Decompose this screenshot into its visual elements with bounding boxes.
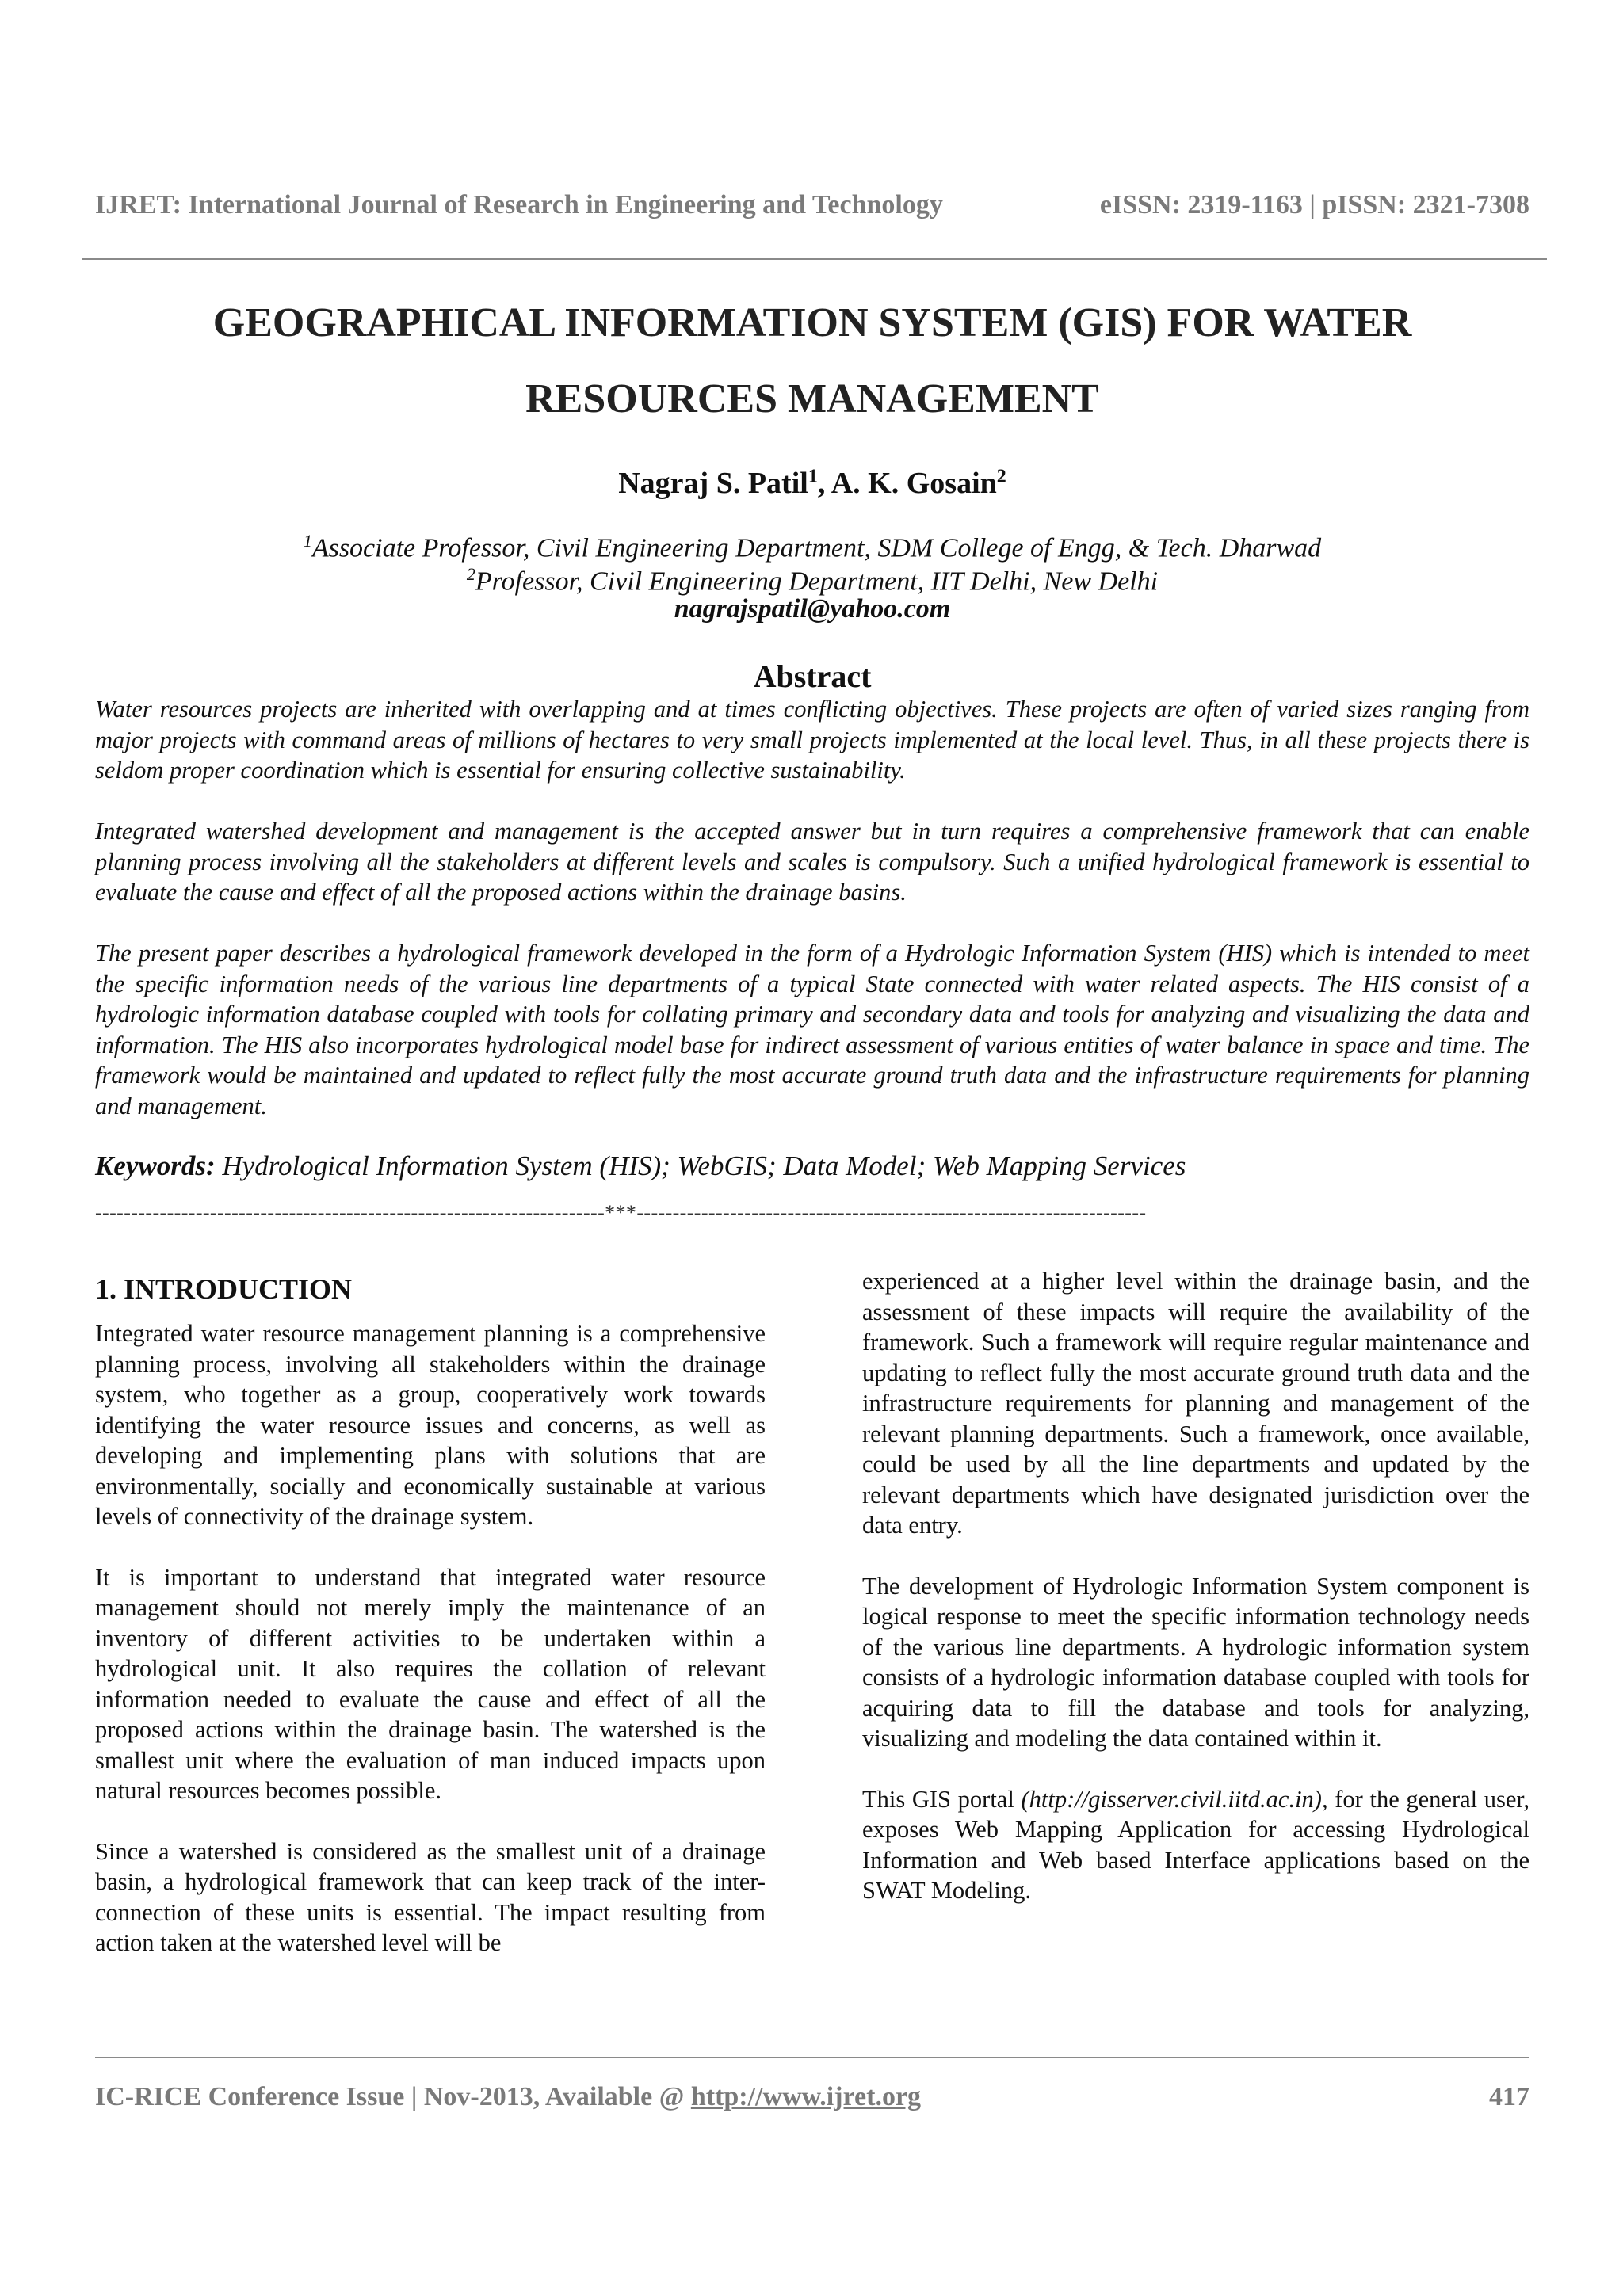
author-1-superscript: 1 <box>808 466 818 487</box>
affiliation-2 <box>95 558 1529 598</box>
page-footer <box>95 2082 1529 2122</box>
section-separator: -----------------------------------------------------------------------***----------------------------------------------------------------------- <box>95 1201 1147 1224</box>
affiliation-2-superscript: 2 <box>466 564 475 584</box>
footer-text <box>95 2082 921 2112</box>
abstract-paragraph-3: The present paper describes a hydrological framework developed in the form of a Hydrologic Information System (HIS) which is intended to meet the specific information needs of the various line departments of a typical State connected with water related aspects. The HIS consist of a hydrologic information database coupled with tools for collating primary and secondary data and tools for analyzing and visualizing the data and information. The HIS also incorporates hydrological model base for indirect assessment of various entities of water balance in space and time. The framework would be maintained and updated to reflect fully the most accurate ground truth data and the infrastructure requirements for planning and management. <box>95 940 1529 1119</box>
page-number: 417 <box>1489 2082 1529 2111</box>
portal-text-before: This GIS portal <box>862 1785 1022 1813</box>
footer-rule <box>95 2057 1529 2058</box>
body-column-right <box>862 1266 1529 1936</box>
affiliation-1-text: Associate Professor, Civil Engineering Department, SDM College of Engg, & Tech. Dharwad <box>311 533 1322 563</box>
body-column-left <box>95 1266 766 1989</box>
footer-issue: IC-RICE Conference Issue | Nov-2013, Available @ <box>95 2082 691 2111</box>
intro-paragraph-6 <box>862 1784 1529 1906</box>
header-rule <box>82 258 1547 260</box>
keywords-text: Hydrological Information System (HIS); WebGIS; Data Model; Web Mapping Services <box>215 1150 1186 1181</box>
author-list <box>95 466 1529 501</box>
intro-paragraph-5: The development of Hydrologic Information System component is logical response to meet the specific information technology needs of the various line departments. A hydrologic information system consists of a hydrologic information database coupled with tools for acquiring data to fill the database and tools for analyzing, visualizing and modeling the data contained within it. <box>862 1572 1529 1752</box>
abstract-paragraph-2: Integrated watershed development and management is the accepted answer but in turn requires a comprehensive framework that can enable planning process involving all the stakeholders at different levels and scales is compulsory. Such a unified hydrological framework is essential to evaluate the cause and effect of all the proposed actions within the drainage basins. <box>95 818 1529 906</box>
affiliation-2-text: Professor, Civil Engineering Department, IIT Delhi, New Delhi <box>475 566 1159 597</box>
intro-paragraph-4: experienced at a higher level within the drainage basin, and the assessment of these impacts will require the availability of the framework. Such a framework will require regular maintenance and updating to reflect fully the most accurate ground truth data and the infrastructure requirements for planning and management of the relevant planning departments. Such a framework, once available, could be used by all the line departments and updated by the relevant departments which have designated jurisdiction over the data entry. <box>862 1268 1529 1539</box>
paper-title-line-2: RESOURCES MANAGEMENT <box>525 376 1099 421</box>
abstract-paragraph-1: Water resources projects are inherited with overlapping and at times conflicting objectives. These projects are often of varied sizes ranging from major projects with command areas of millions of hectares to very small projects implemented at the local level. Thus, in all these projects there is seldom proper coordination which is essential for ensuring collective sustainability. <box>95 696 1529 784</box>
running-header <box>95 190 1529 230</box>
affiliation-1-superscript: 1 <box>303 531 312 551</box>
intro-paragraph-2: It is important to understand that integrated water resource management should not merely imply the maintenance of an inventory of different activities to be undertaken within a hydrological unit. It also requires the collation of relevant information needed to evaluate the cause and effect of all the proposed actions within the drainage basin. The watershed is the smallest unit where the evaluation of man induced impacts upon natural resources becomes possible. <box>95 1563 766 1804</box>
journal-name: IJRET: International Journal of Research in Engineering and Technology <box>95 190 943 219</box>
section-heading-introduction: 1. INTRODUCTION <box>95 1273 353 1305</box>
author-name-1: Nagraj S. Patil <box>618 467 808 500</box>
intro-paragraph-1: Integrated water resource management planning is a comprehensive planning process, involving all stakeholders within the drainage system, who together as a group, cooperatively work towards identifying the water resource issues and concerns, as well as developing and implementing plans with solutions that are environmentally, socially and economically sustainable at various levels of connectivity of the drainage system. <box>95 1320 766 1530</box>
author-name-2: A. K. Gosain <box>831 467 997 500</box>
journal-url-link[interactable]: http://www.ijret.org <box>690 2082 922 2111</box>
paper-title <box>95 285 1529 437</box>
paper-title-line-1: GEOGRAPHICAL INFORMATION SYSTEM (GIS) FOR WATER <box>212 300 1412 345</box>
issn-info: eISSN: 2319-1163 | pISSN: 2321-7308 <box>1099 190 1529 219</box>
abstract-heading: Abstract <box>753 658 872 694</box>
keywords-label: Keywords: <box>95 1150 216 1181</box>
portal-text-after: for the general user, exposes Web Mapping Application for accessing Hydrological Information and Web based Interface applications based on the SWAT Modeling. <box>862 1785 1529 1904</box>
intro-paragraph-3: Since a watershed is considered as the smallest unit of a drainage basin, a hydrological framework that can keep track of the inter-connection of these units is essential. The impact resulting from action taken at the watershed level will be <box>95 1837 766 1956</box>
author-2-superscript: 2 <box>996 466 1006 487</box>
author-email: nagrajspatil@yahoo.com <box>674 594 951 624</box>
portal-url: (http://gisserver.civil.iitd.ac.in), <box>1021 1785 1328 1813</box>
author-separator: , <box>817 467 831 500</box>
keywords <box>95 1150 1529 1182</box>
